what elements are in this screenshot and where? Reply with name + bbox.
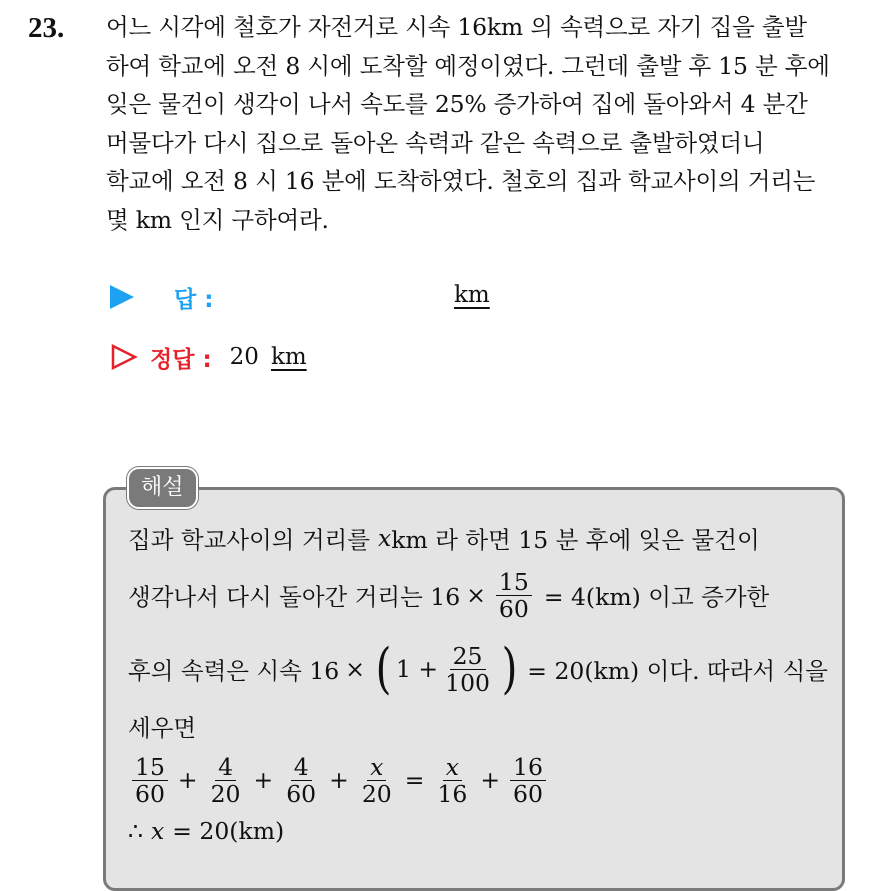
equals-sign: = <box>404 766 425 794</box>
solution-body <box>128 518 828 850</box>
fraction <box>132 754 168 807</box>
fraction-denominator: 20 <box>361 779 392 808</box>
plus-sign: + <box>480 766 501 794</box>
plus-sign: + <box>253 766 274 794</box>
left-paren: ( <box>375 637 392 700</box>
correct-answer-value: 20 <box>229 344 259 370</box>
answer-row <box>110 280 490 314</box>
fraction <box>442 643 493 696</box>
problem-line: 몇 km 인지 구하여라. <box>106 205 329 234</box>
solution-line-1 <box>128 518 828 558</box>
variable-x: x <box>377 524 392 552</box>
therefore-symbol: ∴ <box>128 817 143 845</box>
fraction <box>283 754 319 807</box>
one-plus: 1 + <box>396 655 439 683</box>
fraction-numerator: 4 <box>291 754 312 781</box>
solution-line-2 <box>128 562 828 628</box>
solution-text: 생각나서 다시 돌아간 거리는 16 <box>128 583 461 611</box>
plus-sign: + <box>177 766 198 794</box>
solution-tag: 해설 <box>127 467 198 509</box>
solution-text: 집과 학교사이의 거리를 <box>128 526 370 554</box>
problem-number: 23. <box>28 12 65 44</box>
fraction-numerator: 4 <box>215 754 236 781</box>
fraction-numerator: 25 <box>450 643 486 670</box>
problem-line: 머물다가 다시 집으로 돌아온 속력과 같은 속력으로 출발하였더니 <box>106 128 765 157</box>
fraction-numerator: 15 <box>132 754 168 781</box>
conclusion-text: = 20(km) <box>172 817 285 845</box>
correct-answer-row <box>110 340 307 374</box>
problem-text <box>106 8 876 239</box>
variable-x: x <box>150 817 165 845</box>
play-triangle-icon <box>110 285 134 309</box>
solution-box <box>103 487 845 891</box>
problem-line: 어느 시각에 철호가 자전거로 시속 16km 의 속력으로 자기 집을 출발 <box>106 13 807 41</box>
solution-line-3 <box>128 632 828 706</box>
fraction-denominator: 100 <box>445 668 490 697</box>
fraction <box>359 754 395 807</box>
fraction-denominator: 60 <box>498 594 529 623</box>
solution-text: 후의 속력은 시속 16 <box>128 657 340 685</box>
problem-line: 하여 학교에 오전 8 시에 도착할 예정이였다. 그런데 출발 후 15 분 후에 <box>106 51 830 80</box>
fraction <box>510 754 546 807</box>
fraction <box>434 754 470 807</box>
solution-text: = 4(km) 이고 증가한 <box>543 583 770 611</box>
answer-label: 답 : <box>174 286 214 313</box>
fraction-denominator: 60 <box>286 779 317 808</box>
fraction <box>208 754 244 807</box>
right-paren: ) <box>501 637 518 700</box>
conclusion <box>128 812 828 850</box>
fraction-numerator: 15 <box>496 569 532 596</box>
correct-answer-label: 정답 : <box>150 346 212 373</box>
fraction-denominator: 20 <box>210 779 241 808</box>
solution-text: = 20(km) 이다. 따라서 식을 <box>527 657 828 685</box>
fraction-denominator: 16 <box>437 779 468 808</box>
times-sign: × <box>466 581 486 609</box>
correct-answer-unit: km <box>270 344 307 370</box>
fraction-denominator: 60 <box>513 779 543 808</box>
outline-triangle-icon <box>110 343 138 371</box>
problem-line: 학교에 오전 8 시 16 분에 도착하였다. 철호의 집과 학교사이의 거리는 <box>106 167 816 195</box>
equation <box>128 748 828 812</box>
solution-line-4: 세우면 <box>128 714 197 742</box>
fraction <box>496 569 532 622</box>
times-sign: × <box>345 655 365 683</box>
solution-text: km 라 하면 15 분 후에 잊은 물건이 <box>391 526 760 554</box>
answer-unit: km <box>454 282 490 308</box>
fraction-numerator: x <box>443 754 462 781</box>
fraction-numerator: x <box>367 754 386 781</box>
plus-sign: + <box>329 766 349 794</box>
fraction-denominator: 60 <box>135 779 165 808</box>
fraction-numerator: 16 <box>510 754 546 781</box>
problem-line: 잊은 물건이 생각이 나서 속도를 25% 증가하여 집에 돌아와서 4 분간 <box>106 90 808 118</box>
